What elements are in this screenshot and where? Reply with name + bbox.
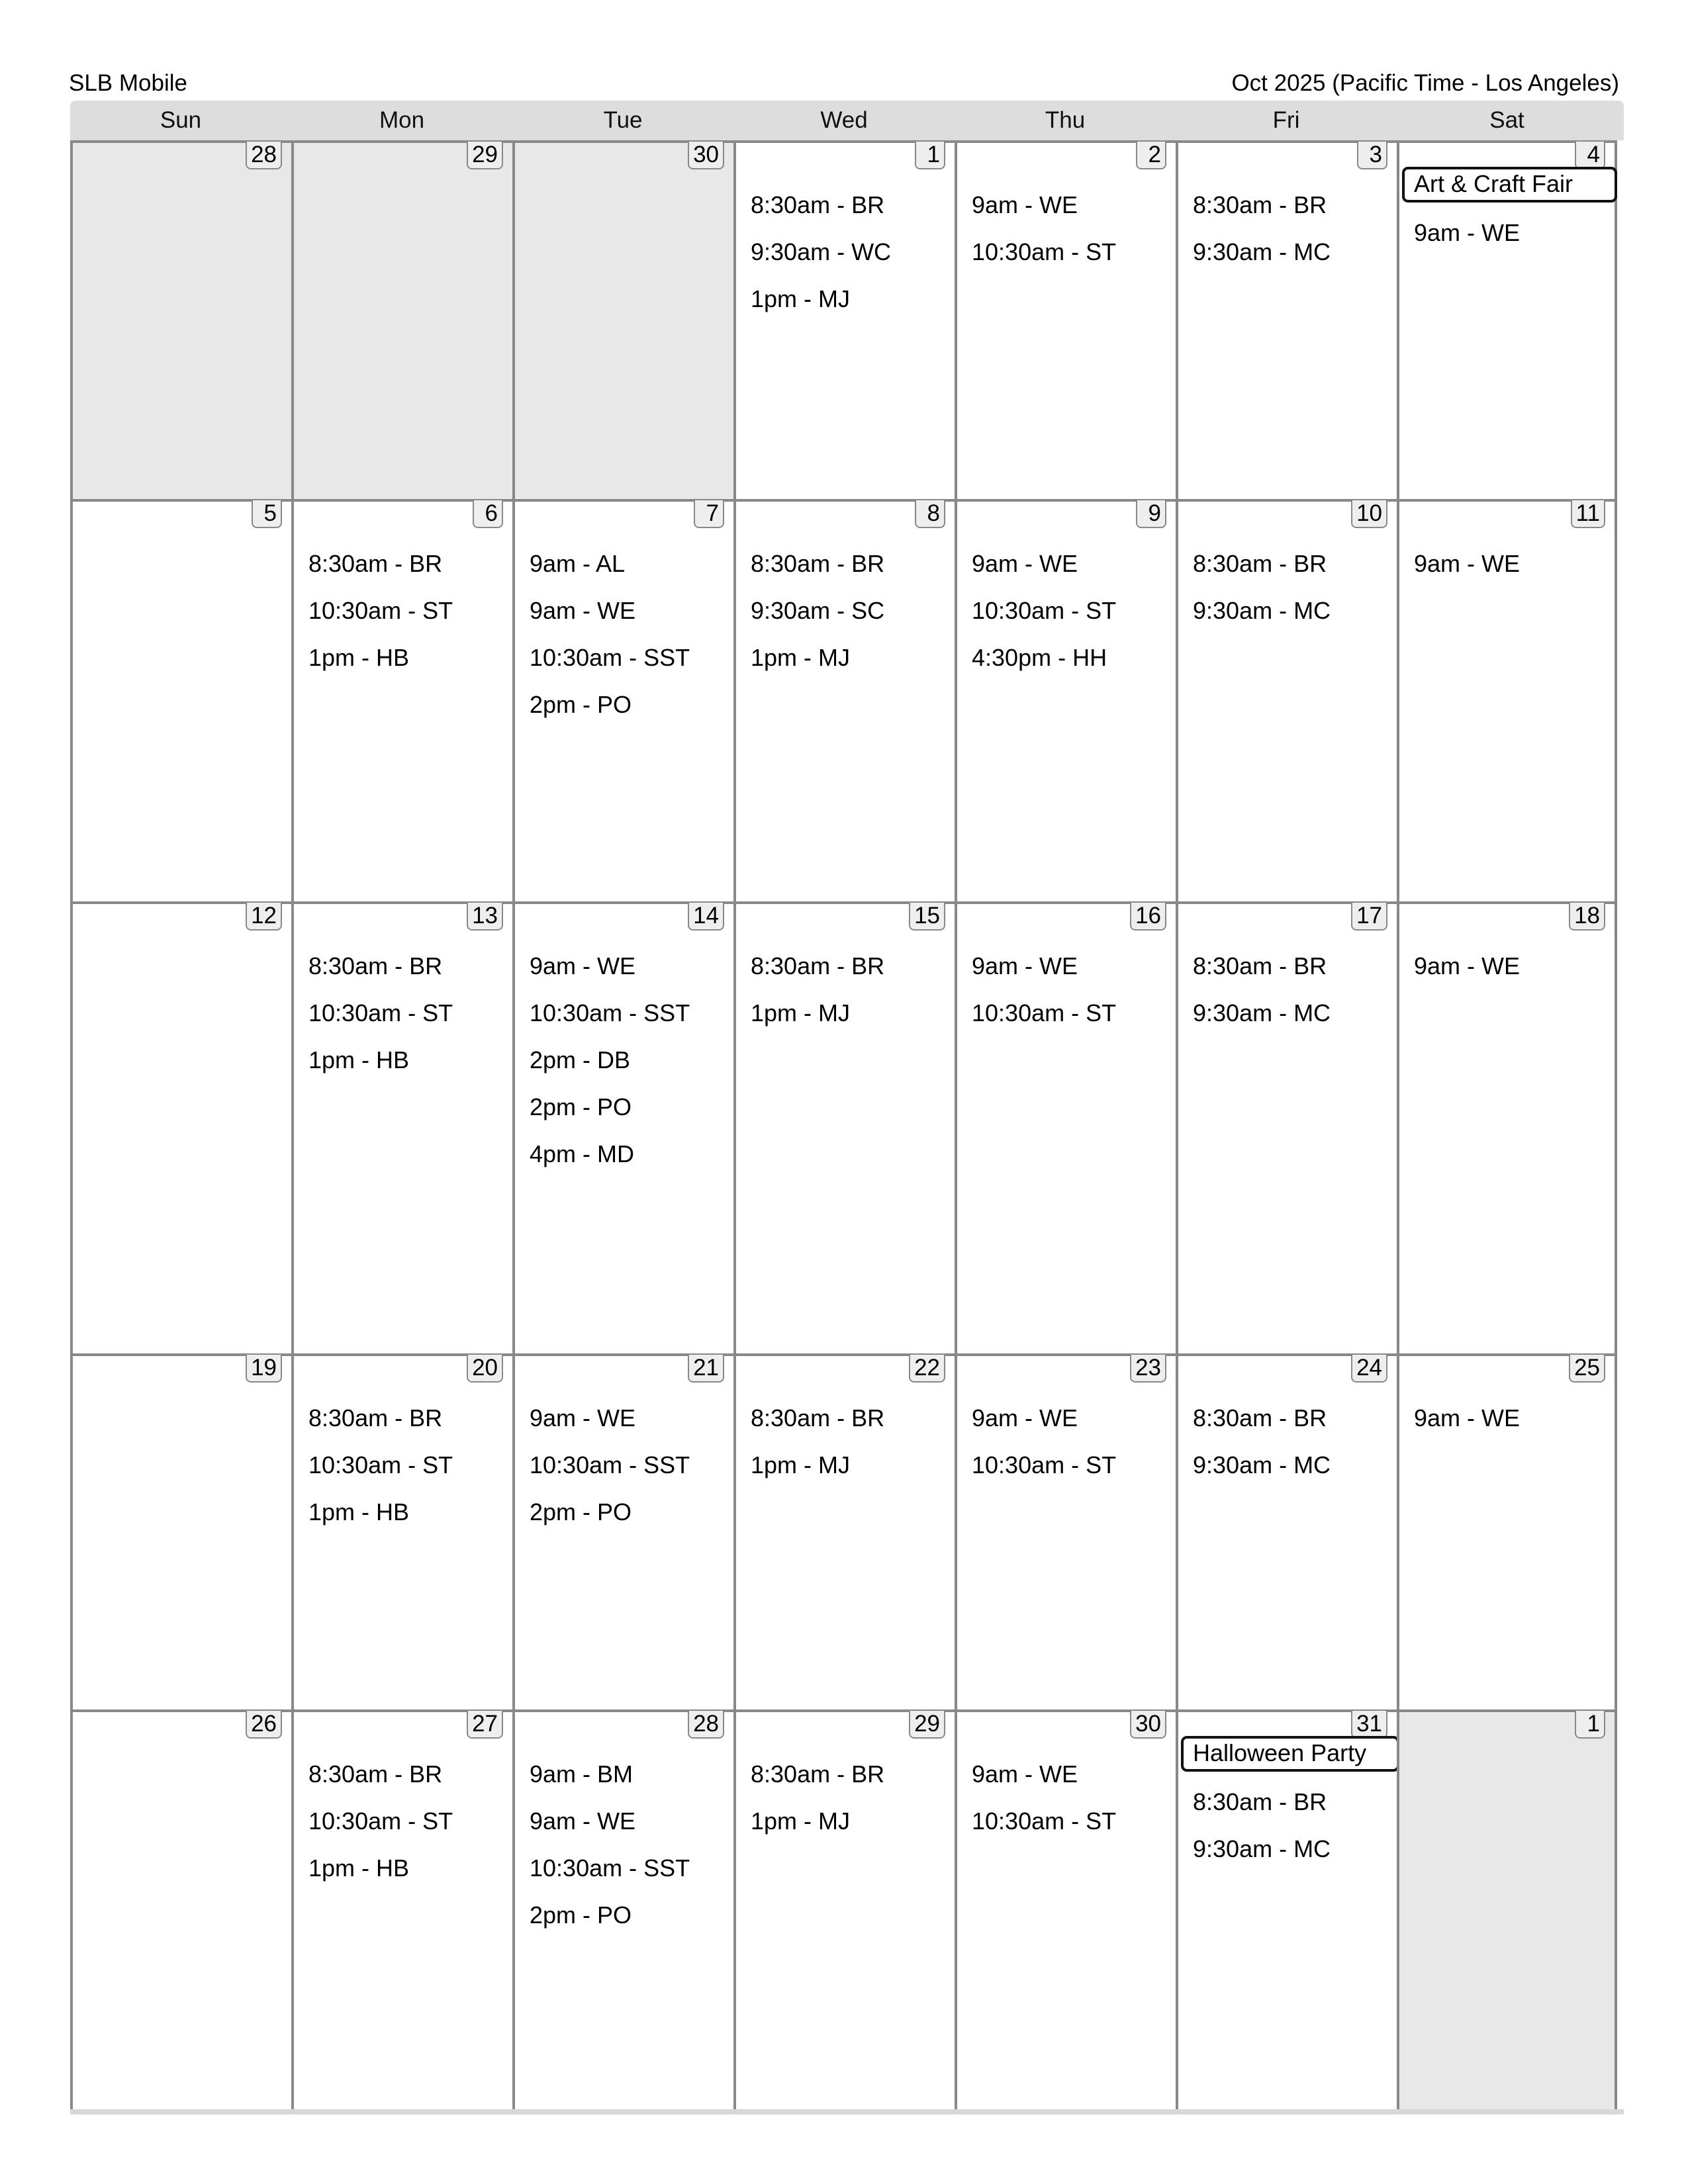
day-number[interactable]: 8 bbox=[915, 500, 945, 528]
event-list bbox=[308, 540, 507, 681]
event-item[interactable]: 1pm - HB bbox=[308, 644, 410, 671]
event-list bbox=[751, 942, 949, 1036]
day-cell[interactable] bbox=[1176, 901, 1397, 1353]
event-item[interactable]: 8:30am - BR bbox=[1193, 952, 1327, 979]
event-item[interactable]: 1pm - HB bbox=[308, 1046, 410, 1073]
event-item[interactable]: 8:30am - BR bbox=[751, 550, 885, 577]
event-item[interactable]: 9am - WE bbox=[972, 191, 1078, 218]
event-item[interactable]: 1pm - HB bbox=[308, 1854, 410, 1882]
event-item[interactable]: 9am - WE bbox=[530, 1807, 636, 1835]
event-item[interactable]: 10:30am - SST bbox=[530, 1451, 690, 1479]
event-item[interactable]: 9am - WE bbox=[530, 597, 636, 624]
day-number[interactable]: 24 bbox=[1351, 1355, 1387, 1383]
day-number[interactable]: 1 bbox=[1575, 1711, 1605, 1739]
day-number[interactable]: 18 bbox=[1569, 903, 1605, 931]
event-list bbox=[308, 1751, 507, 1891]
event-item[interactable]: 10:30am - ST bbox=[308, 999, 453, 1026]
day-number[interactable]: 25 bbox=[1569, 1355, 1605, 1383]
day-number[interactable]: 21 bbox=[688, 1355, 724, 1383]
event-list bbox=[1193, 942, 1391, 1036]
event-item[interactable]: 4:30pm - HH bbox=[972, 644, 1107, 671]
day-number[interactable]: 4 bbox=[1575, 142, 1605, 169]
event-item[interactable]: 9am - WE bbox=[1414, 1404, 1521, 1432]
event-item[interactable]: 2pm - PO bbox=[530, 1901, 632, 1929]
day-cell[interactable] bbox=[1397, 140, 1617, 499]
weekday-wed: Wed bbox=[820, 107, 868, 133]
weekday-sun: Sun bbox=[160, 107, 202, 133]
event-item[interactable]: 10:30am - ST bbox=[308, 1807, 453, 1835]
day-number[interactable]: 19 bbox=[246, 1355, 282, 1383]
event-item[interactable]: 10:30am - ST bbox=[972, 238, 1117, 265]
event-item[interactable]: 1pm - MJ bbox=[751, 285, 851, 312]
day-number[interactable]: 29 bbox=[909, 1711, 945, 1739]
event-item[interactable]: 8:30am - BR bbox=[751, 191, 885, 218]
event-item[interactable]: 9am - WE bbox=[972, 1760, 1078, 1788]
event-item[interactable]: 9:30am - WC bbox=[751, 238, 892, 265]
day-cell[interactable] bbox=[70, 499, 291, 901]
event-list bbox=[1414, 942, 1609, 989]
event-item[interactable]: 2pm - PO bbox=[530, 1498, 632, 1525]
day-cell[interactable] bbox=[70, 140, 291, 499]
day-number[interactable]: 28 bbox=[688, 1711, 724, 1739]
event-list bbox=[751, 1394, 949, 1488]
all-day-event[interactable]: Halloween Party bbox=[1181, 1736, 1399, 1772]
event-list bbox=[1193, 540, 1391, 634]
day-cell[interactable] bbox=[955, 499, 1176, 901]
weekday-mon: Mon bbox=[379, 107, 425, 133]
event-item[interactable]: 9am - WE bbox=[972, 1404, 1078, 1432]
day-number[interactable]: 14 bbox=[688, 903, 724, 931]
event-item[interactable]: 9am - WE bbox=[1414, 952, 1521, 979]
event-item[interactable]: 2pm - PO bbox=[530, 1093, 632, 1120]
weekday-fri: Fri bbox=[1272, 107, 1300, 133]
day-number[interactable]: 27 bbox=[467, 1711, 503, 1739]
event-item[interactable]: 9am - AL bbox=[530, 550, 626, 577]
event-item[interactable]: 8:30am - BR bbox=[308, 1404, 443, 1432]
event-list bbox=[751, 181, 949, 322]
day-number[interactable]: 20 bbox=[467, 1355, 503, 1383]
event-item[interactable]: 10:30am - ST bbox=[972, 1807, 1117, 1835]
event-item[interactable]: 2pm - DB bbox=[530, 1046, 631, 1073]
grid-bottom-border bbox=[70, 2109, 1624, 2115]
event-item[interactable]: 9am - WE bbox=[1414, 550, 1521, 577]
day-number[interactable]: 30 bbox=[1130, 1711, 1166, 1739]
day-number[interactable]: 17 bbox=[1351, 903, 1387, 931]
event-item[interactable]: 9:30am - MC bbox=[1193, 597, 1331, 624]
day-number[interactable]: 23 bbox=[1130, 1355, 1166, 1383]
event-item[interactable]: 8:30am - BR bbox=[1193, 1788, 1327, 1815]
event-list bbox=[1414, 163, 1609, 256]
day-cell[interactable] bbox=[733, 901, 955, 1353]
day-cell[interactable] bbox=[955, 1709, 1176, 2109]
event-item[interactable]: 10:30am - ST bbox=[972, 1451, 1117, 1479]
day-cell[interactable] bbox=[1397, 901, 1617, 1353]
day-cell[interactable] bbox=[512, 1709, 733, 2109]
event-item[interactable]: 1pm - MJ bbox=[751, 1451, 851, 1479]
day-cell[interactable] bbox=[512, 140, 733, 499]
weekday-header bbox=[70, 101, 1624, 140]
day-cell[interactable] bbox=[733, 1709, 955, 2109]
day-number[interactable]: 3 bbox=[1357, 142, 1387, 169]
event-item[interactable]: 8:30am - BR bbox=[1193, 1404, 1327, 1432]
day-number[interactable]: 9 bbox=[1136, 500, 1166, 528]
event-item[interactable]: 8:30am - BR bbox=[751, 1404, 885, 1432]
event-item[interactable]: 8:30am - BR bbox=[308, 952, 443, 979]
day-cell[interactable] bbox=[1176, 1709, 1397, 2109]
day-cell[interactable] bbox=[70, 901, 291, 1353]
day-cell[interactable] bbox=[1397, 1353, 1617, 1709]
day-cell[interactable] bbox=[291, 901, 512, 1353]
event-list bbox=[972, 942, 1170, 1036]
event-item[interactable]: 8:30am - BR bbox=[751, 1760, 885, 1788]
day-cell[interactable] bbox=[70, 1353, 291, 1709]
event-item[interactable]: 8:30am - BR bbox=[1193, 191, 1327, 218]
event-item[interactable]: 9:30am - MC bbox=[1193, 999, 1331, 1026]
day-cell[interactable] bbox=[955, 140, 1176, 499]
day-number[interactable]: 11 bbox=[1571, 500, 1605, 528]
day-cell[interactable] bbox=[733, 140, 955, 499]
event-list bbox=[972, 540, 1170, 681]
day-cell[interactable] bbox=[733, 1353, 955, 1709]
calendar-title: SLB Mobile bbox=[69, 70, 187, 96]
day-cell[interactable] bbox=[1176, 140, 1397, 499]
event-list bbox=[530, 1394, 728, 1535]
day-number[interactable]: 1 bbox=[915, 142, 945, 169]
event-list bbox=[308, 942, 507, 1083]
day-cell[interactable] bbox=[70, 1709, 291, 2109]
event-item[interactable]: 9am - BM bbox=[530, 1760, 633, 1788]
event-item[interactable]: 8:30am - BR bbox=[751, 952, 885, 979]
day-number[interactable]: 12 bbox=[246, 903, 282, 931]
event-list bbox=[972, 1751, 1170, 1844]
event-list bbox=[530, 942, 728, 1177]
event-item[interactable]: 10:30am - SST bbox=[530, 644, 690, 671]
day-number[interactable]: 26 bbox=[246, 1711, 282, 1739]
weekday-tue: Tue bbox=[603, 107, 643, 133]
day-cell[interactable] bbox=[291, 1353, 512, 1709]
event-item[interactable]: 4pm - MD bbox=[530, 1140, 635, 1167]
event-item[interactable]: 9am - WE bbox=[972, 550, 1078, 577]
day-cell[interactable] bbox=[733, 499, 955, 901]
weekday-sat: Sat bbox=[1489, 107, 1524, 133]
day-number[interactable]: 5 bbox=[252, 500, 282, 528]
event-list bbox=[751, 540, 949, 681]
day-cell[interactable] bbox=[955, 901, 1176, 1353]
event-item[interactable]: 9:30am - SC bbox=[751, 597, 885, 624]
all-day-event[interactable]: Art & Craft Fair bbox=[1402, 167, 1617, 203]
event-item[interactable]: 9am - WE bbox=[530, 1404, 636, 1432]
event-list bbox=[1193, 1394, 1391, 1488]
event-item[interactable]: 9:30am - MC bbox=[1193, 1451, 1331, 1479]
day-number[interactable]: 7 bbox=[694, 500, 724, 528]
day-cell[interactable] bbox=[1176, 499, 1397, 901]
event-item[interactable]: 1pm - MJ bbox=[751, 999, 851, 1026]
day-cell[interactable] bbox=[291, 499, 512, 901]
event-list bbox=[308, 1394, 507, 1535]
day-cell[interactable] bbox=[512, 901, 733, 1353]
event-item[interactable]: 2pm - PO bbox=[530, 691, 632, 718]
event-list bbox=[1414, 540, 1609, 587]
event-item[interactable]: 10:30am - ST bbox=[972, 597, 1117, 624]
day-number[interactable]: 10 bbox=[1351, 500, 1387, 528]
event-item[interactable]: 10:30am - SST bbox=[530, 999, 690, 1026]
event-item[interactable]: 9:30am - MC bbox=[1193, 1835, 1331, 1862]
month-label: Oct 2025 (Pacific Time - Los Angeles) bbox=[1231, 70, 1619, 96]
event-item[interactable]: 9am - WE bbox=[1414, 219, 1521, 246]
month-grid bbox=[70, 140, 1624, 2109]
event-list bbox=[751, 1751, 949, 1844]
event-item[interactable]: 10:30am - ST bbox=[308, 1451, 453, 1479]
event-item[interactable]: 10:30am - ST bbox=[972, 999, 1117, 1026]
event-item[interactable]: 10:30am - SST bbox=[530, 1854, 690, 1882]
day-cell[interactable] bbox=[1397, 1709, 1617, 2109]
event-item[interactable]: 8:30am - BR bbox=[308, 550, 443, 577]
day-cell[interactable] bbox=[1397, 499, 1617, 901]
day-cell[interactable] bbox=[955, 1353, 1176, 1709]
event-list bbox=[1193, 1732, 1391, 1872]
day-number[interactable]: 31 bbox=[1351, 1711, 1387, 1739]
event-list bbox=[530, 540, 728, 728]
event-item[interactable]: 1pm - MJ bbox=[751, 1807, 851, 1835]
event-item[interactable]: 8:30am - BR bbox=[308, 1760, 443, 1788]
event-item[interactable]: 9:30am - MC bbox=[1193, 238, 1331, 265]
day-number[interactable]: 22 bbox=[909, 1355, 945, 1383]
day-number[interactable]: 30 bbox=[688, 142, 724, 169]
day-number[interactable]: 6 bbox=[473, 500, 503, 528]
event-list bbox=[1193, 181, 1391, 275]
weekday-thu: Thu bbox=[1045, 107, 1086, 133]
day-number[interactable]: 2 bbox=[1136, 142, 1166, 169]
day-number[interactable]: 15 bbox=[909, 903, 945, 931]
event-list bbox=[530, 1751, 728, 1938]
event-item[interactable]: 1pm - MJ bbox=[751, 644, 851, 671]
day-number[interactable]: 13 bbox=[467, 903, 503, 931]
day-number[interactable]: 28 bbox=[246, 142, 282, 169]
day-cell[interactable] bbox=[291, 140, 512, 499]
event-item[interactable]: 1pm - HB bbox=[308, 1498, 410, 1525]
day-number[interactable]: 16 bbox=[1130, 903, 1166, 931]
event-list bbox=[972, 1394, 1170, 1488]
day-cell[interactable] bbox=[512, 499, 733, 901]
day-number[interactable]: 29 bbox=[467, 142, 503, 169]
day-cell[interactable] bbox=[512, 1353, 733, 1709]
event-list bbox=[972, 181, 1170, 275]
event-item[interactable]: 10:30am - ST bbox=[308, 597, 453, 624]
day-cell[interactable] bbox=[1176, 1353, 1397, 1709]
day-cell[interactable] bbox=[291, 1709, 512, 2109]
event-item[interactable]: 9am - WE bbox=[530, 952, 636, 979]
event-list bbox=[1414, 1394, 1609, 1441]
event-item[interactable]: 9am - WE bbox=[972, 952, 1078, 979]
event-item[interactable]: 8:30am - BR bbox=[1193, 550, 1327, 577]
